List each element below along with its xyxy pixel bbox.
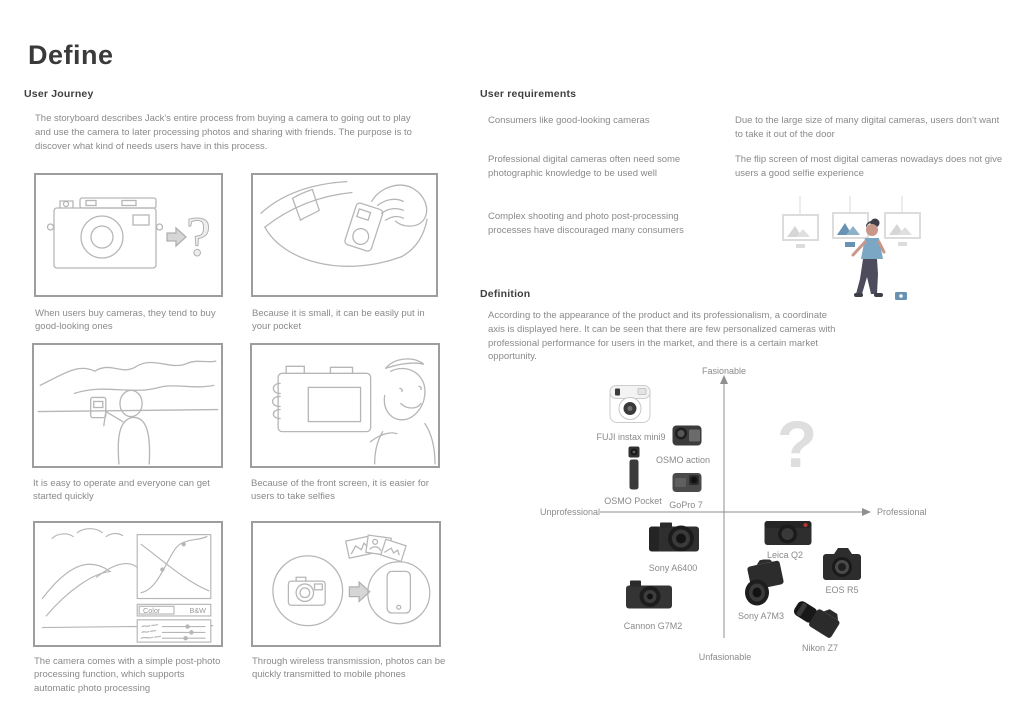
- picture-frame-middle: [833, 213, 868, 247]
- product-label-osmo-pocket: OSMO Pocket: [604, 496, 662, 506]
- eos-r5-image: [822, 545, 862, 587]
- storyboard-caption-2: Because it is small, it can be easily put in your pocket: [252, 308, 425, 333]
- selfie-sketch: [252, 345, 438, 466]
- requirement-item-3: Complex shooting and photo post-processing processes have discouraged many consumers: [488, 211, 684, 236]
- storyboard-panel-6: [251, 521, 441, 647]
- storyboard-caption-4: Because of the front screen, it is easier for users to take selfies: [251, 478, 429, 503]
- storyboard-caption-1: When users buy cameras, they tend to buy good-looking ones: [35, 308, 216, 333]
- photo-editing-sketch: [35, 523, 221, 645]
- picture-frame-left: [783, 215, 818, 248]
- storyboard-panel-5: [33, 521, 223, 647]
- requirement-item-1: Consumers like good-looking cameras: [488, 115, 650, 126]
- definition-heading: Definition: [480, 288, 531, 300]
- product-label-fuji: FUJI instax mini9: [596, 432, 666, 442]
- camera-tag-icon: [895, 292, 907, 300]
- osmo-action-image: [672, 425, 702, 452]
- storyboard-panel-1: [34, 173, 223, 297]
- user-journey-heading: User Journey: [24, 88, 94, 100]
- definition-intro: According to the appearance of the product and its professionalism, a coordinate axis is displayed here. It can be seen that there are few personalized cameras with professional performance for users in the market, and there is a certain market opportunity.: [488, 310, 836, 363]
- product-label-sony-a7m3: Sony A7M3: [737, 611, 785, 621]
- product-label-leica-q2: Leica Q2: [766, 550, 804, 560]
- product-label-eos-r5: EOS R5: [825, 585, 859, 595]
- gopro-7-image: [672, 472, 702, 498]
- axis-label-unfashionable: Unfasionable: [698, 652, 752, 662]
- axis-label-professional: Professional: [877, 507, 927, 517]
- cannon-g7m2-image: [625, 579, 673, 616]
- page-title: Define: [28, 40, 114, 70]
- sony-a6400-image: [648, 520, 700, 561]
- pocket-sketch: [253, 175, 436, 295]
- axis-label-unprofessional: Unprofessional: [540, 507, 601, 517]
- question-mark-sketch-icon: ?: [186, 206, 211, 268]
- product-label-nikon-z7: Nikon Z7: [801, 643, 839, 653]
- storyboard-panel-2: [251, 173, 438, 297]
- buy-camera-sketch: [36, 175, 221, 295]
- wireless-transfer-sketch: [253, 523, 439, 645]
- user-journey-intro: The storyboard describes Jack's entire process from buying a camera to going out to play and use the camera to later processing photos and sharing with friends. The purpose is to discover what kind of needs users have in this process.: [35, 113, 412, 152]
- nikon-z7-image: [791, 596, 845, 647]
- product-label-sony-a6400: Sony A6400: [648, 563, 698, 573]
- color-mode-label: Color: [143, 606, 161, 616]
- leica-q2-image: [764, 518, 813, 552]
- shooting-sketch: [34, 345, 221, 466]
- user-requirements-heading: User requirements: [480, 88, 577, 100]
- storyboard-caption-5: The camera comes with a simple post-photo processing function, which supports automatic photo processing: [34, 656, 221, 694]
- bw-mode-label: B&W: [189, 606, 206, 616]
- osmo-pocket-image: [626, 446, 643, 497]
- requirement-item-2: Professional digital cameras often need some photographic knowledge to be used well: [488, 154, 681, 179]
- product-label-cannon-g7m2: Cannon G7M2: [623, 621, 683, 631]
- market-opportunity-question-mark: ?: [776, 407, 818, 481]
- fuji-instax-mini9-image: [609, 381, 651, 430]
- storyboard-panel-3: [32, 343, 223, 468]
- sony-a7m3-image: [739, 560, 785, 613]
- positioning-chart: [540, 362, 1010, 668]
- product-label-osmo-action: OSMO action: [655, 455, 711, 465]
- storyboard-caption-3: It is easy to operate and everyone can get started quickly: [33, 478, 210, 503]
- storyboard-caption-6: Through wireless transmission, photos can be quickly transmitted to mobile phones: [252, 656, 446, 681]
- picture-frame-right: [885, 213, 920, 246]
- requirement-item-4: Due to the large size of many digital cameras, users don't want to take it out of the door: [735, 115, 1000, 140]
- requirement-item-5: The flip screen of most digital cameras nowadays does not give users a good selfie experience: [735, 154, 1003, 179]
- axis-label-fashionable: Fasionable: [701, 366, 747, 376]
- storyboard-panel-4: [250, 343, 440, 468]
- product-label-gopro: GoPro 7: [669, 500, 703, 510]
- gallery-illustration: [775, 196, 950, 311]
